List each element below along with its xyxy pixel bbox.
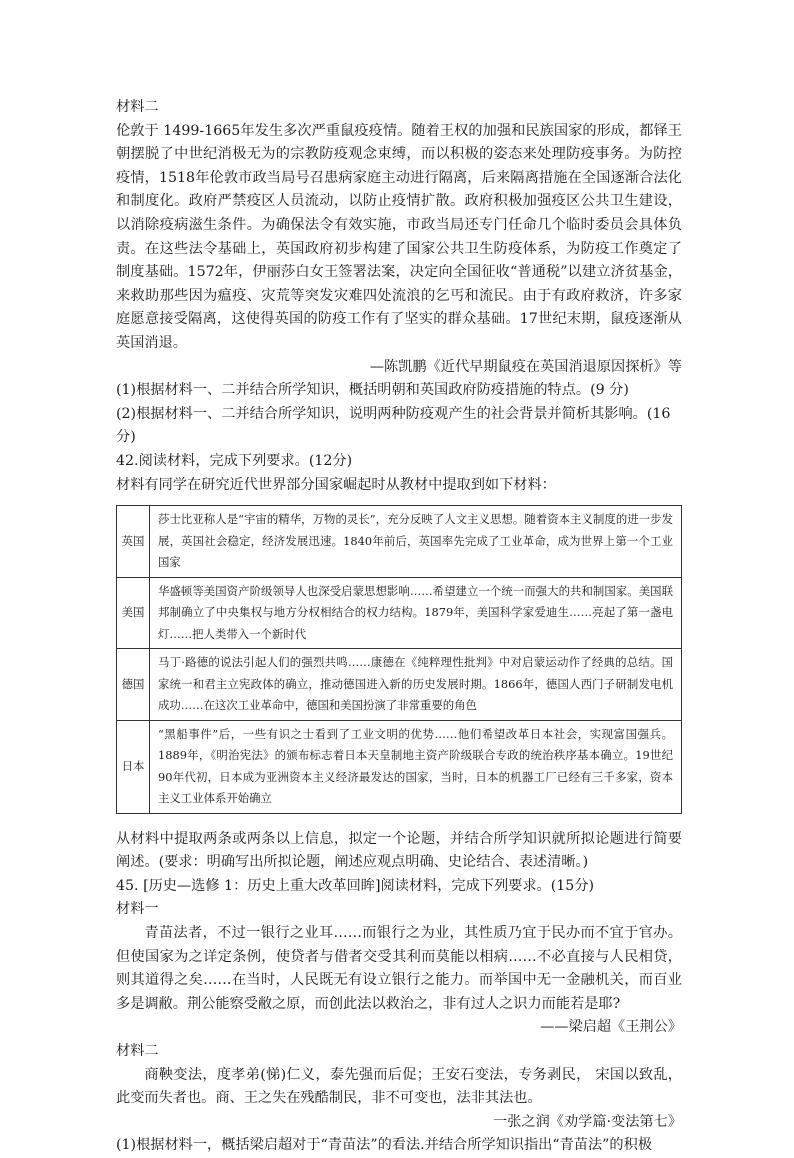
content-cell: “黑船事件”后，一些有识之士看到了工业文明的优势……他们希望改革日本社会，实现富国强兵。1889年，《明治宪法》的颁布标志着日本天皇制地主资产阶级联合专政的统治秩序基本确立。19世纪90年代初，日本成为亚洲资本主义经济最发达的国家，当时，日本的机器工厂已经有三千多家，资本主义工业体系开始确立 xyxy=(150,720,682,813)
material1-title: 材料一 xyxy=(116,901,159,918)
country-cell: 英国 xyxy=(117,506,150,578)
material2-body: 伦敦于 1499-1665年发生多次严重鼠疫疫情。随着王权的加强和民族国家的形成，都铎王朝摆脱了中世纪消极无为的宗教防疫观念束缚，而以积极的姿态来处理防疫事务。为防控疫情，1518年伦敦市政当局号召患病家庭主动进行隔离，后来隔离措施在全国逐渐合法化和制度化。政府严禁疫区人员流动，以防止疫情扩散。政府积极加强疫区公共卫生建设，以消除疫病滋生条件。为确保法令有效实施，市政当局还专门任命几个临时委员会具体负责。在这些法令基础上，英国政府初步构建了国家公共卫生防疫体系，为防疫工作奠定了制度基础。1572年，伊丽莎白女王签署法案，决定向全国征收“普通税”以建立济贫基金，来救助那些因为瘟疫、灾荒等突发灾难四处流浪的乞丐和流民。由于有政府救济，许多家庭愿意接受隔离，这使得英国的防疫工作有了坚实的群众基础。17世纪末期，鼠疫逐渐从英国消退。 xyxy=(116,122,682,351)
question-42-task: 从材料中提取两条或两条以上信息，拟定一个论题，并结合所学知识就所拟论题进行简要阐述。(要求：明确写出所拟论题，阐述应观点明确、史论结合、表述清晰。) xyxy=(116,830,682,871)
question-42-intro: 材料有同学在研究近代世界部分国家崛起时从教材中提取到如下材料： xyxy=(116,476,556,493)
material2-title: 材料二 xyxy=(116,99,159,115)
content-cell: 莎士比亚称人是“宇宙的精华，万物的灵长”，充分反映了人文主义思想。随着资本主义制度的进一步发展，英国社会稳定，经济发展迅速。1840年前后，英国率先完成了工业革命，成为世界上第一个工业国家 xyxy=(150,506,682,578)
country-cell: 美国 xyxy=(117,577,150,649)
question-42: 42.阅读材料，完成下列要求。(12分) xyxy=(116,452,353,469)
question-45-1: (1)根据材料一，概括梁启超对于“青苗法”的看法.并结合所学知识指出“青苗法”的积极 xyxy=(116,1137,652,1154)
country-cell: 德国 xyxy=(117,649,150,721)
table-row xyxy=(117,506,682,578)
table-row xyxy=(117,720,682,813)
material2b-source: 一张之润《劝学篇·变法第七》 xyxy=(493,1113,682,1130)
material1-source: ——梁启超《王荆公》 xyxy=(540,1019,682,1036)
material2b-body: 商鞅变法，度孝弟(悌)仁义，泰先强而后促；王安石变法，专务剥民， 宋国以致乱，此变而失者也。商、王之失在残酷制民，非不可变也，法非其法也。 xyxy=(116,1066,682,1107)
question-1: (1)根据材料一、二并结合所学知识，概括明朝和英国政府防疫措施的特点。(9 分) xyxy=(116,382,629,399)
material1-body: 青苗法者，不过一银行之业耳……而银行之为业，其性质乃宜于民办而不宜于官办。但使国家为之详定条例，使贷者与借者交受其利而莫能以相病……不必直接与人民相贷，则其道得之矣……在当时，人民既无有设立银行之能力。而举国中无一金融机关，而百业多是调敝。荆公能察受敝之原，而创此法以救治之，非有过人之识力而能若是耶? xyxy=(116,924,682,1012)
table-row xyxy=(117,577,682,649)
table-row xyxy=(117,649,682,721)
page-content xyxy=(116,96,682,1158)
content-cell: 马丁·路德的说法引起人们的强烈共鸣……康德在《纯粹理性批判》中对启蒙运动作了经典的总结。国家统一和君主立宪政体的确立，推动德国进入新的历史发展时期。1866年，德国人西门子研制发电机成功……在这次工业革命中，德国和美国扮演了非常重要的角色 xyxy=(150,649,682,721)
question-2: (2)根据材料一、二并结合所学知识，说明两种防疫观产生的社会背景并简析其影响。(16分) xyxy=(116,405,671,446)
content-cell: 华盛顿等美国资产阶级领导人也深受启蒙思想影响……希望建立一个统一而强大的共和制国家。美国联邦制确立了中央集权与地方分权相结合的权力结构。1879年，美国科学家爱迪生……亮起了第一盏电灯……把人类带入一个新时代 xyxy=(150,577,682,649)
country-cell: 日本 xyxy=(117,720,150,813)
material2-source: —陈凯鹏《近代早期鼠疫在英国消退原因探析》等 xyxy=(369,358,682,375)
material2b-title: 材料二 xyxy=(116,1042,159,1059)
question-45: 45. [历史—选修 1：历史上重大改革回眸]阅读材料，完成下列要求。(15分) xyxy=(116,877,595,894)
country-table xyxy=(116,505,682,814)
